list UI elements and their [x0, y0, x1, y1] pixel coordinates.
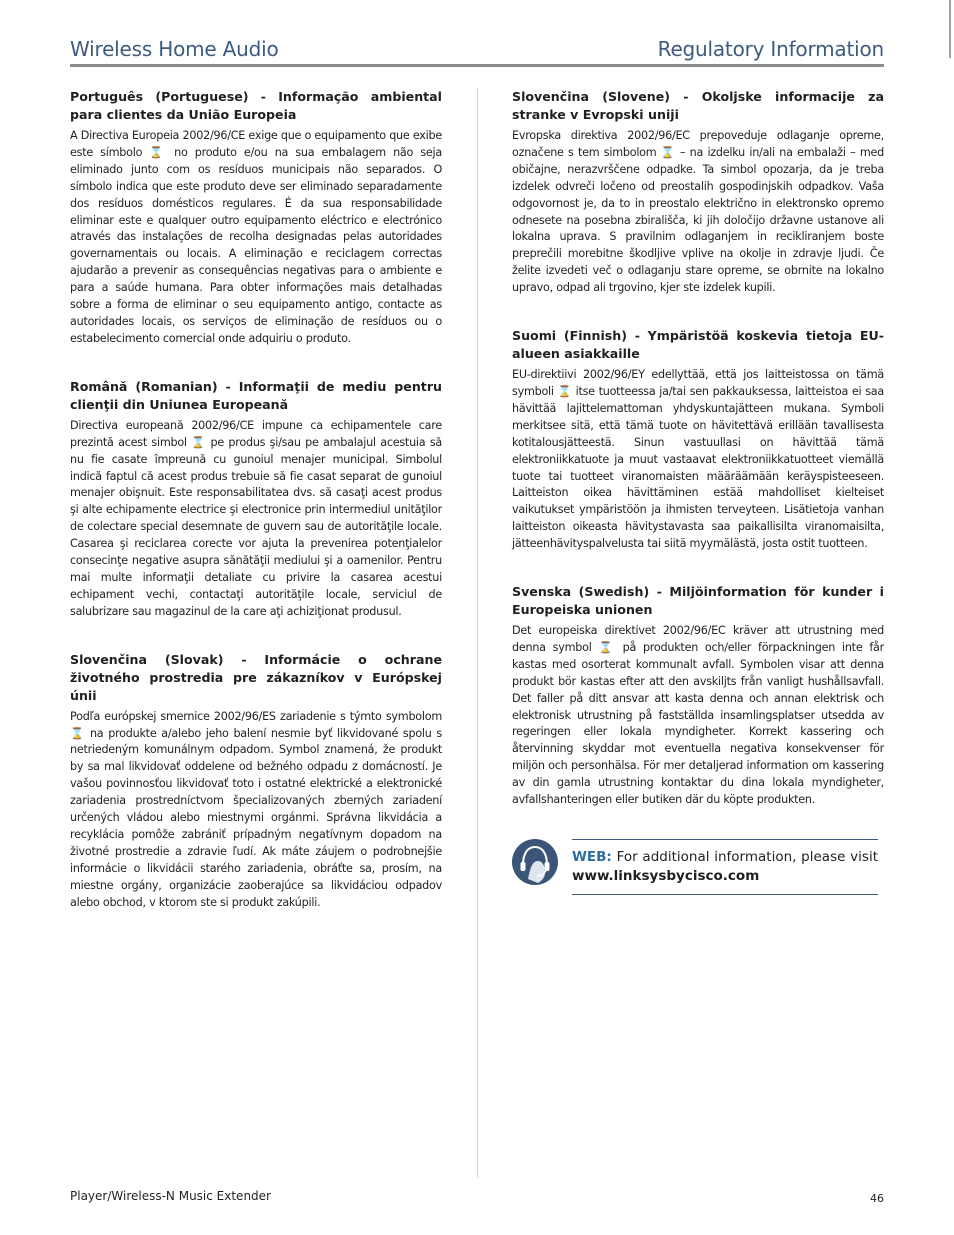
- section-body: Evropska direktiva 2002/96/EC prepoveduje odlaganje opreme, označene s tem simbolom ⌛ – na izdelku in/ali na embalaži – med običajne, nerazvrščene odpadke. Ta simbol opozarja, da je treba izdelek odvreči ločeno od preostalih gospodinjskih odpadkov. Vaša odgovornost je, da to in preostalo električno in elektronsko opremo odnesete na posebna zbirališča, ki jih določijo državne ustanove ali lokalna uprava. S pravilnim odlaganjem in recikliranjem boste preprečili morebitne škodljive vplive na okolje in zdravje ljudi. Če želite izvedeti več o odlaganju stare opreme, se obrnite na lokalno upravo, odpad ali trgovino, kjer ste izdelek kupili.: [512, 129, 884, 295]
- column-divider: [477, 88, 478, 1178]
- section-swedish: [512, 583, 884, 809]
- section-slovene: [512, 88, 884, 297]
- page-corner-mark: [949, 0, 951, 58]
- header-rule: [70, 64, 884, 67]
- web-note-text-box: [572, 839, 878, 895]
- web-note: [512, 839, 884, 903]
- web-note-text: [572, 848, 878, 886]
- section-heading: Português (Portuguese) - Informação ambiental para clientes da União Europeia: [70, 89, 442, 122]
- headset-support-icon: [512, 839, 558, 885]
- section-romanian: [70, 378, 442, 621]
- web-note-sentence: For additional information, please visit: [611, 849, 878, 865]
- section-body: Podľa európskej smernice 2002/96/ES zariadenie s týmto symbolom ⌛ na produkte a/alebo jeho balení nesmie byť likvidované spolu s netriedeným komunálnym odpadom. Symbol znamená, že produkt by sa mal likvidovať oddelene od bežného odpadu z domácností. Je vašou povinnosťou likvidovať toto i ostatné elektrické a elektronické zariadenia prostredníctvom špecializovaných zberných zariadení určených vládou alebo miestnymi orgánmi. Správna likvidácia a recyklácia pomôže zabrániť prípadným negatívnym dopadom na životné prostredie a zdravie ľudí. Ak máte záujem o podrobnejšie informácie o likvidácii starého zariadenia, obráťte sa, prosím, na miestne orgány, organizácie zaoberajúce sa likvidáciou odpadov alebo obchod, v ktorom ste si produkt zakúpili.: [70, 709, 442, 909]
- header-title-right: Regulatory Information: [657, 37, 884, 61]
- section-body: A Directiva Europeia 2002/96/CE exige que o equipamento que exibe este símbolo ⌛ no produto e/ou na sua embalagem não seja eliminado junto com os resíduos municipais não separados. O símbolo indica que este produto deve ser eliminado separadamente dos resíduos domésticos regulares. É da sua responsabilidade eliminar este e qualquer outro equipamento eléctrico e electrónico através das instalações de recolha designadas pelas autoridades governamentais ou locais. A eliminação e reciclagem correctas ajudarão a prevenir as consequências negativas para o ambiente e para a saúde humana. Para obter informações mais detalhadas sobre a forma de eliminar o seu equipamento antigo, contacte as autoridades locais, os serviços de eliminação de resíduos ou o estabelecimento comercial onde adquiriu o produto.: [70, 129, 442, 345]
- left-column: [70, 88, 442, 942]
- web-url-link[interactable]: www.linksysbycisco.com: [572, 868, 760, 884]
- section-heading: Svenska (Swedish) - Miljöinformation för kunder i Europeiska unionen: [512, 584, 884, 618]
- header-title-left: Wireless Home Audio: [70, 37, 279, 61]
- section-body: Directiva europeană 2002/96/CE impune ca echipamentele care prezintă acest simbol ⌛ pe produs şi/sau pe ambalajul acestuia să nu fie casate împreună cu gunoiul menajer municipal. Simbolul indică faptul că acest produs trebuie să fie casat separat de gunoiul menajer obişnuit. Este responsabilitatea dvs. să casaţi acest produs şi alte echipamente electrice şi electronice prin intermediul unităţilor de colectare special desemnate de guvern sau de autorităţile locale. Casarea şi reciclarea corecte vor ajuta la prevenirea potenţialelor consecinţe negative asupra sănătăţii mediului şi a oamenilor. Pentru mai multe informaţii detaliate cu privire la casarea acestui echipament vechi, contactaţi autorităţile locale, serviciul de salubrizare sau magazinul de la care aţi achiziţionat produsul.: [70, 418, 442, 618]
- section-heading: Slovenčina (Slovene) - Okoljske informacije za stranke v Evropski uniji: [512, 89, 884, 122]
- section-body: Det europeiska direktivet 2002/96/EC kräver att utrustning med denna symbol ⌛ på produkten och/eller förpackningen inte får kastas med osorterat kommunalt avfall. Symbolen visar att denna produkt bör kastas efter att den avskiljts från vanligt hushållsavfall. Det faller på ditt ansvar att kasta denna och annan elektrisk och elektronisk utrustning på fastställda insamlingsplatser utsedda av regeringen eller lokala myndigheter. Korrekt kassering och återvinning skyddar mot eventuella negativa konsekvenser för miljön och personhälsa. För mer detaljerad information om kassering av din gamla utrustning kontaktar du dina lokala myndigheter, avfallshanteringen eller butiken där du köpte produkten.: [512, 624, 884, 807]
- right-column: [512, 88, 884, 903]
- section-finnish: [512, 327, 884, 553]
- section-heading: Română (Romanian) - Informaţii de mediu pentru clienţii din Uniunea Europeană: [70, 378, 442, 412]
- section-heading: Slovenčina (Slovak) - Informácie o ochrane životného prostredia pre zákazníkov v Európskej únii: [70, 651, 442, 703]
- web-label: WEB:: [572, 849, 612, 865]
- page-number: 46: [870, 1192, 884, 1205]
- section-heading: Suomi (Finnish) - Ympäristöä koskevia tietoja EU-alueen asiakkaille: [512, 328, 884, 362]
- section-body: EU-direktiivi 2002/96/EY edellyttää, että jos laitteistossa on tämä symboli ⌛ itse tuotteessa ja/tai sen pakkauksessa, laitteistoa ei saa hävittää lajittelemattoman yhdyskuntajätteen mukana. Symboli merkitsee sitä, että tämä tuote on hävitettävä erillään tavallisesta kotitalousjätteestä. Sinun vastuullasi on hävittää tämä elektroniikkatuote ja muut vastaavat elektroniikkatuotteet viemällä tuote tai tuotteet viranomaisten määräämään keräyspisteeseen. Laitteiston oikea hävittäminen estää mahdolliset kielteiset vaikutukset ympäristöön ja ihmisten terveyteen. Lisätietoja vanhan laitteiston oikeasta hävitystavasta saa paikallisilta viranomaisilta, jätteenhävityspalvelusta tai siitä myymälästä, josta ostit tuotteen.: [512, 368, 884, 551]
- section-portuguese: [70, 88, 442, 348]
- section-slovak: [70, 651, 442, 912]
- footer-product-name: Player/Wireless-N Music Extender: [70, 1189, 271, 1203]
